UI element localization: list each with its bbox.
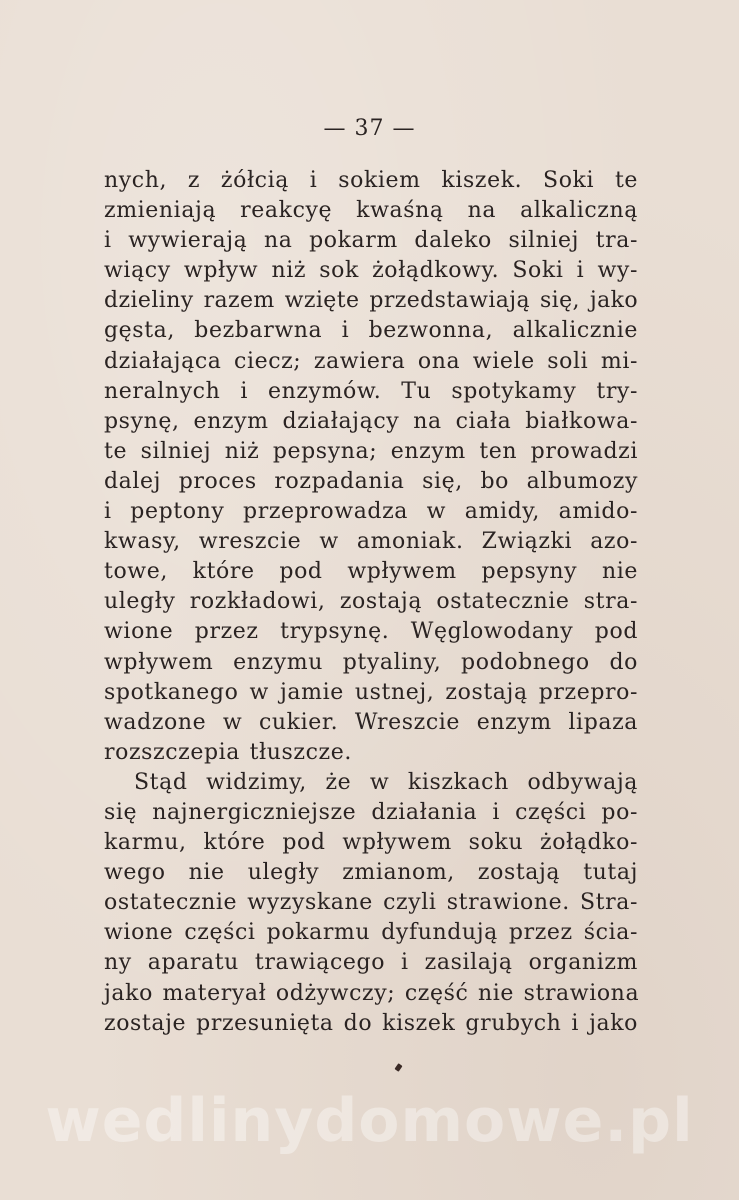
text-line: wione przez trypsynę. Węglowodany pod: [104, 619, 638, 645]
text-line: gęsta, bezbarwna i bezwonna, alkalicznie: [104, 318, 638, 344]
text-line: kwasy, wreszcie w amoniak. Związki azo-: [104, 529, 638, 555]
page-number: — 37 —: [323, 116, 416, 141]
text-line: ostatecznie wyzyskane czyli strawione. Stra-: [104, 890, 638, 916]
ink-speck: [394, 1063, 402, 1072]
text-line: i peptony przeprowadza w amidy, amido-: [104, 499, 638, 525]
body-text: [104, 166, 638, 1039]
text-line: nych, z żółcią i sokiem kiszek. Soki te: [104, 168, 638, 193]
text-line: wpływem enzymu ptyaliny, podobnego do: [104, 649, 638, 675]
text-line: działająca ciecz; zawiera ona wiele soli mi-: [104, 348, 638, 374]
text-line: ny aparatu trawiącego i zasilają organizm: [104, 950, 638, 976]
text-line: towe, które pod wpływem pepsyny nie: [104, 559, 638, 585]
text-line: psynę, enzym działający na ciała białkowa-: [104, 408, 638, 434]
text-line: rozszczepia tłuszcze.: [104, 739, 352, 765]
text-line: i wywierają na pokarm daleko silniej tra-: [104, 228, 638, 254]
watermark: wedlinydomowe.pl: [45, 1086, 694, 1156]
text-line: te silniej niż pepsyna; enzym ten prowadzi: [104, 438, 638, 464]
text-line: uległy rozkładowi, zostają ostatecznie stra-: [104, 589, 638, 615]
text-line: zmieniają reakcyę kwaśną na alkaliczną: [104, 198, 638, 224]
text-line: się najnergiczniejsze działania i części po-: [104, 799, 638, 825]
text-line: zostaje przesunięta do kiszek grubych i jako: [104, 1010, 638, 1036]
paragraph-first-line: Stąd widzimy, że w kiszkach odbywają: [134, 769, 638, 795]
text-line: spotkanego w jamie ustnej, zostają przepro-: [104, 679, 638, 705]
text-line: wione części pokarmu dyfundują przez ścia-: [104, 920, 638, 946]
text-line: dzieliny razem wzięte przedstawiają się, jako: [104, 288, 638, 314]
text-line: jako materyał odżywczy; część nie strawiona: [104, 980, 640, 1006]
text-line: wadzone w cukier. Wreszcie enzym lipaza: [104, 709, 638, 735]
text-line: karmu, które pod wpływem soku żołądko-: [104, 830, 638, 856]
text-line: wiący wpływ niż sok żołądkowy. Soki i wy-: [104, 258, 638, 284]
text-line: dalej proces rozpadania się, bo albumozy: [104, 468, 638, 494]
text-line: neralnych i enzymów. Tu spotykamy try-: [104, 378, 638, 404]
text-line: wego nie uległy zmianom, zostają tutaj: [104, 860, 638, 886]
